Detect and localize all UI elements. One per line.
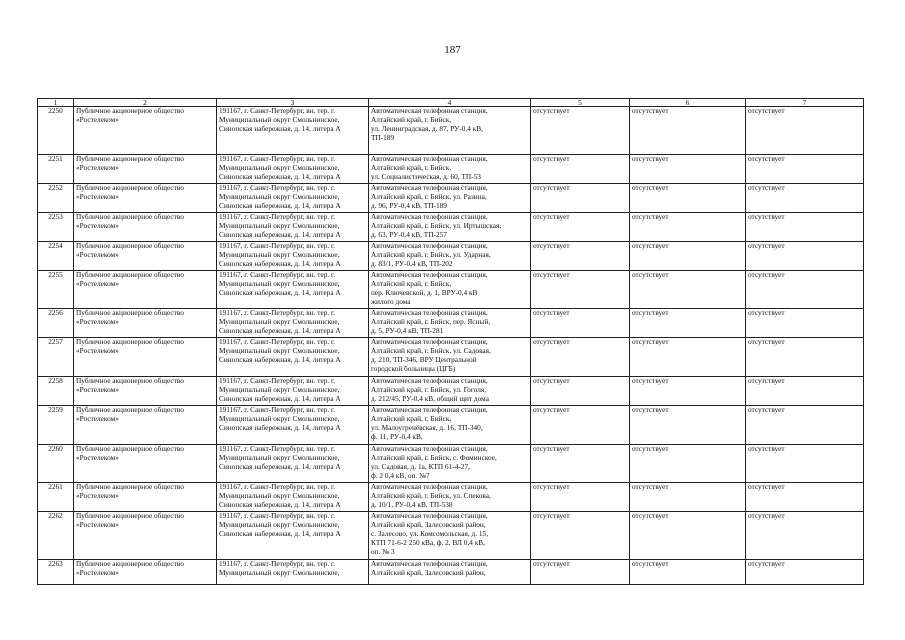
row-number: 2263 [38,560,74,585]
address-cell [217,483,369,512]
column-6-value: отсутствует [630,309,746,338]
owner-line: «Ростелеком» [76,413,119,423]
address-line: Муниципальный округ Смольнинское, [219,278,340,288]
object-line: Автоматическая телефонная станция, [371,241,488,250]
column-5-value: отсутствует [531,184,630,213]
object-cell [369,406,531,445]
object-line: Алтайский край, г. Бийск, [371,114,452,124]
column-7-value: отсутствует [746,213,864,242]
row-number: 2255 [38,271,74,309]
table-row [38,309,864,338]
column-5-value: отсутствует [531,155,630,184]
column-5-value: отсутствует [531,338,630,377]
object-cell [369,445,531,483]
object-line: д. 5, РУ-0,4 кВ, ТП-281 [371,325,444,335]
owner-line: Публичное акционерное общество [76,511,184,520]
object-line: д. 212/45, РУ-0,4 кВ, общий щит дома [371,393,489,403]
column-7-value: отсутствует [746,242,864,271]
object-line: Автоматическая телефонная станция, [371,482,488,491]
object-line: Автоматическая телефонная станция, [371,212,488,221]
column-6-value: отсутствует [630,560,746,585]
object-line: д. 210, ТП-346, ВРУ Центральной [371,354,477,364]
address-line: Муниципальный округ Смольнинское, [219,567,340,577]
address-cell [217,377,369,406]
row-number: 2253 [38,213,74,242]
address-line: Синопская набережная, д. 14, литера А [219,229,341,239]
address-line: Синопская набережная, д. 14, литера А [219,393,341,403]
object-line: Автоматическая телефонная станция, [371,183,488,192]
address-line: Муниципальный округ Смольнинское, [219,413,340,423]
object-line: Автоматическая телефонная станция, [371,559,488,568]
row-number: 2256 [38,309,74,338]
address-cell [217,445,369,483]
object-line: д. 83/1, РУ-0,4 кВ, ТП-202 [371,258,453,268]
column-7-value: отсутствует [746,512,864,560]
owner-cell [74,560,217,585]
object-line: жилого дома [371,296,411,306]
table-row [38,406,864,445]
table-row [38,512,864,560]
object-line: Алтайский край, г. Бийск, ул. Ударная, [371,249,491,259]
object-line: Алтайский край, Залесовский район, [371,567,486,577]
owner-line: Публичное акционерное общество [76,337,184,346]
row-number: 2261 [38,483,74,512]
address-cell [217,338,369,377]
address-line: 191167, г. Санкт-Петербург, вн. тер. г. [219,183,336,192]
column-7-value: отсутствует [746,271,864,309]
address-line: 191167, г. Санкт-Петербург, вн. тер. г. [219,559,336,568]
object-line: д. 96, РУ-0,4 кВ, ТП-189 [371,200,447,210]
owner-line: «Ростелеком» [76,567,119,577]
column-5-value: отсутствует [531,445,630,483]
object-line: д. 63, РУ-0,4 кВ, ТП-257 [371,229,447,239]
column-header: 7 [746,99,864,107]
owner-line: Публичное акционерное общество [76,482,184,491]
address-cell [217,242,369,271]
owner-cell [74,107,217,155]
object-line: д. 10/1, РУ-0,4 кВ, ТП-538 [371,499,453,509]
address-line: 191167, г. Санкт-Петербург, вн. тер. г. [219,270,336,279]
address-line: Синопская набережная, д. 14, литера А [219,528,341,538]
object-line: Автоматическая телефонная станция, [371,511,488,520]
object-line: пер. Ключевской, д. 1, ВРУ-0,4 кВ [371,287,478,297]
owner-cell [74,155,217,184]
address-line: Синопская набережная, д. 14, литера А [219,258,341,268]
object-cell [369,512,531,560]
column-5-value: отсутствует [531,271,630,309]
address-line: Синопская набережная, д. 14, литера А [219,461,341,471]
page-number: 187 [444,44,461,56]
row-number: 2259 [38,406,74,445]
object-line: ф. 2 0,4 кВ, оп. №7 [371,470,430,480]
object-line: Автоматическая телефонная станция, [371,405,488,414]
table-row [38,377,864,406]
object-cell [369,338,531,377]
object-line: Автоматическая телефонная станция, [371,154,488,163]
address-line: Муниципальный округ Смольнинское, [219,220,340,230]
column-5-value: отсутствует [531,377,630,406]
address-line: Муниципальный округ Смольнинское, [219,452,340,462]
column-6-value: отсутствует [630,483,746,512]
owner-line: «Ростелеком» [76,191,119,201]
object-line: Алтайский край, г. Бийск, [371,413,452,423]
object-line: городской больницы (ЦГБ) [371,363,456,373]
column-header: 1 [38,99,74,107]
object-line: ул. Ленинградская, д. 87, РУ-0,4 кВ, [371,123,483,133]
address-cell [217,309,369,338]
owner-line: «Ростелеком» [76,384,119,394]
owner-cell [74,406,217,445]
owner-line: «Ростелеком» [76,114,119,124]
address-line: 191167, г. Санкт-Петербург, вн. тер. г. [219,154,336,163]
column-7-value: отсутствует [746,560,864,585]
column-7-value: отсутствует [746,155,864,184]
column-header: 6 [630,99,746,107]
address-line: 191167, г. Санкт-Петербург, вн. тер. г. [219,106,336,115]
object-cell [369,107,531,155]
owner-line: «Ростелеком» [76,316,119,326]
object-cell [369,184,531,213]
address-line: Муниципальный округ Смольнинское, [219,114,340,124]
column-5-value: отсутствует [531,242,630,271]
address-line: Синопская набережная, д. 14, литера А [219,287,341,297]
owner-line: Публичное акционерное общество [76,154,184,163]
row-number: 2251 [38,155,74,184]
table-row [38,213,864,242]
address-cell [217,155,369,184]
column-6-value: отсутствует [630,338,746,377]
address-line: 191167, г. Санкт-Петербург, вн. тер. г. [219,337,336,346]
address-cell [217,406,369,445]
object-line: ф. 11, РУ-0,4 кВ, [371,431,423,441]
address-line: Муниципальный округ Смольнинское, [219,316,340,326]
object-line: оп. № 3 [371,546,395,556]
owner-cell [74,184,217,213]
owner-cell [74,213,217,242]
owner-line: Публичное акционерное общество [76,308,184,317]
owner-line: Публичное акционерное общество [76,106,184,115]
address-cell [217,107,369,155]
column-7-value: отсутствует [746,107,864,155]
owner-cell [74,309,217,338]
owner-line: «Ростелеком» [76,249,119,259]
owner-line: «Ростелеком» [76,452,119,462]
column-6-value: отсутствует [630,184,746,213]
object-cell [369,155,531,184]
column-6-value: отсутствует [630,445,746,483]
object-line: Автоматическая телефонная станция, [371,376,488,385]
address-line: Синопская набережная, д. 14, литера А [219,354,341,364]
object-cell [369,213,531,242]
column-6-value: отсутствует [630,155,746,184]
object-cell [369,483,531,512]
address-line: Муниципальный округ Смольнинское, [219,191,340,201]
address-line: Синопская набережная, д. 14, литера А [219,171,341,181]
owner-line: Публичное акционерное общество [76,405,184,414]
column-5-value: отсутствует [531,512,630,560]
column-7-value: отсутствует [746,406,864,445]
owner-line: «Ростелеком» [76,278,119,288]
row-number: 2250 [38,107,74,155]
owner-line: «Ростелеком» [76,490,119,500]
object-line: Алтайский край, г. Бийск, с. Фоминское, [371,452,497,462]
column-header: 5 [531,99,630,107]
owner-line: Публичное акционерное общество [76,559,184,568]
column-7-value: отсутствует [746,483,864,512]
table-row [38,338,864,377]
table-row [38,560,864,585]
address-line: Синопская набережная, д. 14, литера А [219,200,341,210]
column-number-row [38,99,864,107]
column-7-value: отсутствует [746,377,864,406]
table-row [38,271,864,309]
owner-cell [74,512,217,560]
object-cell [369,377,531,406]
address-line: Синопская набережная, д. 14, литера А [219,325,341,335]
column-5-value: отсутствует [531,107,630,155]
object-line: Алтайский край, г. Бийск, [371,278,452,288]
object-line: Автоматическая телефонная станция, [371,106,488,115]
owner-cell [74,445,217,483]
owner-line: Публичное акционерное общество [76,183,184,192]
column-7-value: отсутствует [746,309,864,338]
address-line: Синопская набережная, д. 14, литера А [219,499,341,509]
table-body [38,99,864,585]
object-line: Алтайский край, г. Бийск, ул. Иртышская, [371,220,502,230]
object-cell [369,271,531,309]
registry-table [37,98,864,585]
address-line: 191167, г. Санкт-Петербург, вн. тер. г. [219,241,336,250]
object-line: Алтайский край, Залесовский район, [371,519,486,529]
address-line: Муниципальный округ Смольнинское, [219,345,340,355]
object-line: ул. Социалистическая, д. 60, ТП-53 [371,171,481,181]
address-cell [217,184,369,213]
owner-line: Публичное акционерное общество [76,270,184,279]
table-row [38,184,864,213]
owner-cell [74,271,217,309]
row-number: 2257 [38,338,74,377]
owner-line: Публичное акционерное общество [76,376,184,385]
owner-cell [74,483,217,512]
address-line: Синопская набережная, д. 14, литера А [219,123,341,133]
column-5-value: отсутствует [531,406,630,445]
column-6-value: отсутствует [630,377,746,406]
row-number: 2262 [38,512,74,560]
owner-line: «Ростелеком» [76,519,119,529]
object-line: Алтайский край, г. Бийск, [371,162,452,172]
table-row [38,445,864,483]
address-line: 191167, г. Санкт-Петербург, вн. тер. г. [219,308,336,317]
address-cell [217,560,369,585]
object-line: ул. Садовая, д. 1а, КТП 61-4-27, [371,461,470,471]
object-cell [369,242,531,271]
owner-line: «Ростелеком» [76,345,119,355]
owner-line: Публичное акционерное общество [76,444,184,453]
column-6-value: отсутствует [630,213,746,242]
address-line: Муниципальный округ Смольнинское, [219,519,340,529]
table-row [38,155,864,184]
owner-cell [74,338,217,377]
address-line: Муниципальный округ Смольнинское, [219,384,340,394]
address-line: 191167, г. Санкт-Петербург, вн. тер. г. [219,405,336,414]
address-line: Синопская набережная, д. 14, литера А [219,422,341,432]
owner-line: «Ростелеком» [76,162,119,172]
address-cell [217,512,369,560]
address-cell [217,213,369,242]
column-6-value: отсутствует [630,512,746,560]
column-6-value: отсутствует [630,242,746,271]
object-line: ул. Малоугренёвская, д. 16, ТП-340, [371,422,483,432]
object-line: Автоматическая телефонная станция, [371,337,488,346]
object-line: Алтайский край, г. Бийск, ул. Садовая, [371,345,491,355]
object-line: Автоматическая телефонная станция, [371,444,488,453]
address-line: 191167, г. Санкт-Петербург, вн. тер. г. [219,511,336,520]
owner-cell [74,242,217,271]
object-cell [369,560,531,585]
table-row [38,483,864,512]
column-6-value: отсутствует [630,271,746,309]
owner-line: «Ростелеком» [76,220,119,230]
column-7-value: отсутствует [746,184,864,213]
address-line: 191167, г. Санкт-Петербург, вн. тер. г. [219,444,336,453]
address-line: 191167, г. Санкт-Петербург, вн. тер. г. [219,376,336,385]
address-cell [217,271,369,309]
owner-line: Публичное акционерное общество [76,212,184,221]
column-6-value: отсутствует [630,406,746,445]
object-line: ТП-189 [371,132,395,142]
address-line: Муниципальный округ Смольнинское, [219,162,340,172]
address-line: 191167, г. Санкт-Петербург, вн. тер. г. [219,212,336,221]
column-5-value: отсутствует [531,483,630,512]
object-line: Алтайский край, г. Бийск, ул. Гоголя, [371,384,487,394]
column-header: 3 [217,99,369,107]
object-line: Алтайский край, г. Бийск, ул. Спекова, [371,490,491,500]
column-header: 2 [74,99,217,107]
object-line: Автоматическая телефонная станция, [371,308,488,317]
object-line: с. Залесово, ул. Комсомольская, д. 15, [371,528,489,538]
column-7-value: отсутствует [746,338,864,377]
row-number: 2260 [38,445,74,483]
row-number: 2258 [38,377,74,406]
address-line: Муниципальный округ Смольнинское, [219,490,340,500]
object-line: КТП 71-6-2 250 кВа, ф. 2, ВЛ 0,4 кВ, [371,537,485,547]
row-number: 2254 [38,242,74,271]
object-line: Алтайский край, г. Бийск, пер. Ясный, [371,316,491,326]
address-line: 191167, г. Санкт-Петербург, вн. тер. г. [219,482,336,491]
column-5-value: отсутствует [531,560,630,585]
object-line: Алтайский край, г. Бийск, ул. Разина, [371,191,487,201]
row-number: 2252 [38,184,74,213]
column-header: 4 [369,99,531,107]
column-6-value: отсутствует [630,107,746,155]
column-5-value: отсутствует [531,309,630,338]
column-7-value: отсутствует [746,445,864,483]
table-row [38,242,864,271]
object-line: Автоматическая телефонная станция, [371,270,488,279]
object-cell [369,309,531,338]
table-row [38,107,864,155]
column-5-value: отсутствует [531,213,630,242]
owner-line: Публичное акционерное общество [76,241,184,250]
owner-cell [74,377,217,406]
address-line: Муниципальный округ Смольнинское, [219,249,340,259]
